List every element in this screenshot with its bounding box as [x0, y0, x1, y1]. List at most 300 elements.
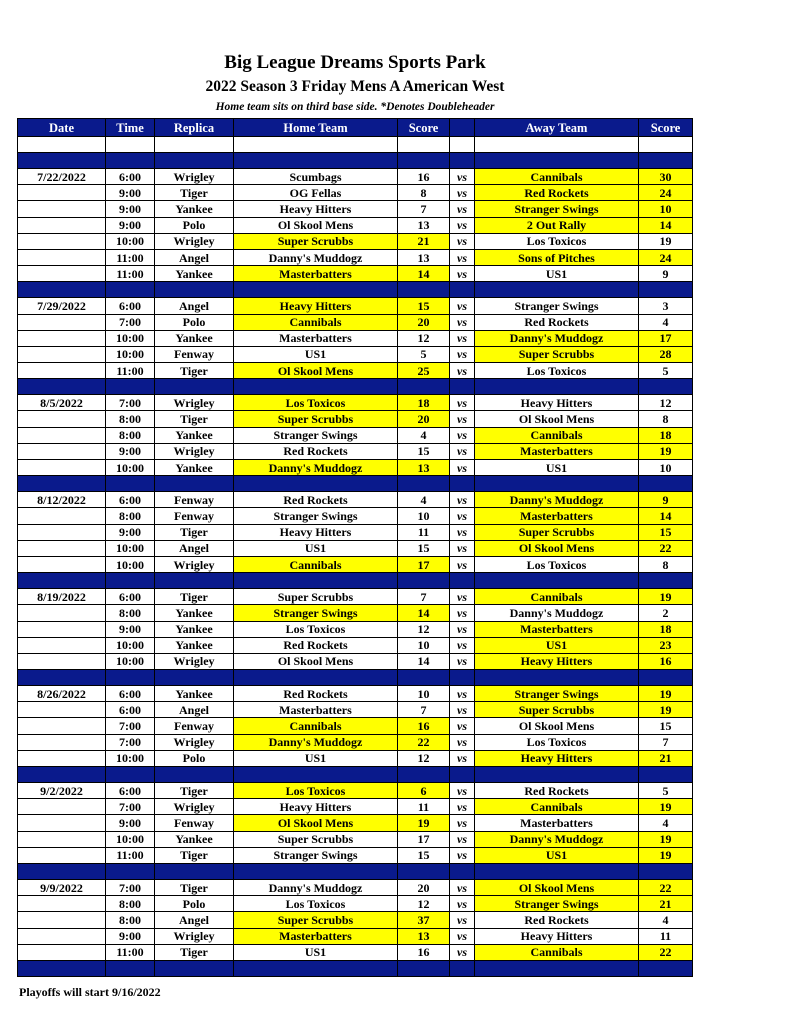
home-score-cell: 17: [398, 556, 450, 572]
time-cell: 7:00: [106, 314, 155, 330]
empty-cell: [475, 960, 639, 976]
vs-cell: vs: [450, 508, 475, 524]
empty-cell: [639, 379, 693, 395]
away-score-cell: 22: [639, 540, 693, 556]
empty-cell: [398, 282, 450, 298]
away-score-cell: 11: [639, 928, 693, 944]
home-score-cell: 13: [398, 249, 450, 265]
home-team-cell: Ol Skool Mens: [234, 217, 398, 233]
table-row: [18, 443, 693, 459]
date-cell: [18, 815, 106, 831]
date-cell: [18, 411, 106, 427]
table-row: [18, 831, 693, 847]
column-header-away-team: Away Team: [475, 119, 639, 137]
home-score-cell: 12: [398, 750, 450, 766]
home-score-cell: 16: [398, 169, 450, 185]
away-score-cell: 24: [639, 185, 693, 201]
date-cell: [18, 460, 106, 476]
replica-cell: Polo: [155, 314, 234, 330]
away-score-cell: 22: [639, 879, 693, 895]
away-team-cell: US1: [475, 460, 639, 476]
vs-cell: vs: [450, 330, 475, 346]
table-row: [18, 847, 693, 863]
table-row: [18, 912, 693, 928]
empty-cell: [234, 960, 398, 976]
vs-cell: vs: [450, 249, 475, 265]
empty-cell: [475, 379, 639, 395]
vs-cell: vs: [450, 831, 475, 847]
table-row: [18, 702, 693, 718]
blank-row: [18, 137, 693, 153]
away-team-cell: Ol Skool Mens: [475, 718, 639, 734]
vs-cell: vs: [450, 427, 475, 443]
empty-cell: [639, 670, 693, 686]
away-team-cell: Ol Skool Mens: [475, 879, 639, 895]
replica-cell: Wrigley: [155, 556, 234, 572]
away-team-cell: Cannibals: [475, 169, 639, 185]
date-cell: [18, 201, 106, 217]
home-score-cell: 4: [398, 427, 450, 443]
week-separator-row: [18, 863, 693, 879]
date-cell: [18, 896, 106, 912]
empty-cell: [475, 767, 639, 783]
vs-cell: vs: [450, 217, 475, 233]
away-team-cell: Red Rockets: [475, 314, 639, 330]
vs-cell: vs: [450, 395, 475, 411]
home-team-cell: Red Rockets: [234, 686, 398, 702]
away-team-cell: Super Scrubbs: [475, 524, 639, 540]
time-cell: 7:00: [106, 879, 155, 895]
table-row: [18, 783, 693, 799]
home-score-cell: 15: [398, 443, 450, 459]
date-cell: [18, 637, 106, 653]
table-row: [18, 686, 693, 702]
replica-cell: Yankee: [155, 605, 234, 621]
time-cell: 7:00: [106, 395, 155, 411]
replica-cell: Wrigley: [155, 799, 234, 815]
away-team-cell: US1: [475, 266, 639, 282]
away-score-cell: 10: [639, 201, 693, 217]
away-score-cell: 9: [639, 492, 693, 508]
table-row: [18, 411, 693, 427]
date-cell: [18, 621, 106, 637]
replica-cell: Tiger: [155, 944, 234, 960]
empty-cell: [475, 670, 639, 686]
date-cell: [18, 217, 106, 233]
replica-cell: Wrigley: [155, 928, 234, 944]
date-cell: [18, 314, 106, 330]
away-score-cell: 22: [639, 944, 693, 960]
replica-cell: Tiger: [155, 363, 234, 379]
vs-cell: vs: [450, 815, 475, 831]
empty-cell: [398, 960, 450, 976]
time-cell: 11:00: [106, 266, 155, 282]
home-score-cell: 19: [398, 815, 450, 831]
time-cell: 6:00: [106, 492, 155, 508]
week-separator-row: [18, 282, 693, 298]
time-cell: 10:00: [106, 653, 155, 669]
week-separator-row: [18, 573, 693, 589]
empty-cell: [234, 670, 398, 686]
table-row: [18, 750, 693, 766]
vs-cell: vs: [450, 492, 475, 508]
replica-cell: Yankee: [155, 427, 234, 443]
away-team-cell: Stranger Swings: [475, 896, 639, 912]
replica-cell: Wrigley: [155, 395, 234, 411]
replica-cell: Tiger: [155, 783, 234, 799]
home-team-cell: Danny's Muddogz: [234, 734, 398, 750]
vs-cell: vs: [450, 750, 475, 766]
empty-cell: [155, 960, 234, 976]
home-score-cell: 20: [398, 411, 450, 427]
empty-cell: [155, 767, 234, 783]
away-team-cell: Red Rockets: [475, 783, 639, 799]
empty-cell: [106, 153, 155, 169]
home-score-cell: 20: [398, 879, 450, 895]
empty-cell: [155, 282, 234, 298]
time-cell: 9:00: [106, 185, 155, 201]
empty-cell: [18, 960, 106, 976]
away-score-cell: 14: [639, 217, 693, 233]
date-cell: [18, 928, 106, 944]
home-score-cell: 37: [398, 912, 450, 928]
home-team-cell: US1: [234, 750, 398, 766]
empty-cell: [398, 137, 450, 153]
away-team-cell: Heavy Hitters: [475, 750, 639, 766]
time-cell: 10:00: [106, 831, 155, 847]
replica-cell: Yankee: [155, 201, 234, 217]
empty-cell: [398, 476, 450, 492]
home-team-cell: Stranger Swings: [234, 427, 398, 443]
date-cell: [18, 556, 106, 572]
empty-cell: [234, 379, 398, 395]
home-score-cell: 16: [398, 944, 450, 960]
away-team-cell: Danny's Muddogz: [475, 330, 639, 346]
away-score-cell: 15: [639, 718, 693, 734]
empty-cell: [234, 863, 398, 879]
empty-cell: [18, 670, 106, 686]
vs-cell: vs: [450, 201, 475, 217]
home-team-cell: Los Toxicos: [234, 783, 398, 799]
home-team-cell: Stranger Swings: [234, 605, 398, 621]
away-team-cell: Heavy Hitters: [475, 395, 639, 411]
schedule-note: Home team sits on third base side. *Denotes Doubleheader: [215, 101, 495, 113]
away-team-cell: Red Rockets: [475, 912, 639, 928]
empty-cell: [639, 282, 693, 298]
schedule-body: [18, 137, 693, 977]
home-score-cell: 13: [398, 928, 450, 944]
away-score-cell: 28: [639, 346, 693, 362]
home-team-cell: Los Toxicos: [234, 896, 398, 912]
table-row: [18, 201, 693, 217]
time-cell: 7:00: [106, 734, 155, 750]
replica-cell: Fenway: [155, 718, 234, 734]
time-cell: 6:00: [106, 783, 155, 799]
column-header-vs: [450, 119, 475, 137]
away-team-cell: 2 Out Rally: [475, 217, 639, 233]
away-score-cell: 30: [639, 169, 693, 185]
date-cell: [18, 427, 106, 443]
vs-cell: vs: [450, 928, 475, 944]
table-row: [18, 249, 693, 265]
home-team-cell: US1: [234, 540, 398, 556]
table-row: [18, 653, 693, 669]
away-score-cell: 18: [639, 621, 693, 637]
replica-cell: Tiger: [155, 411, 234, 427]
week-separator-row: [18, 476, 693, 492]
vs-cell: vs: [450, 637, 475, 653]
away-team-cell: Ol Skool Mens: [475, 540, 639, 556]
time-cell: 10:00: [106, 750, 155, 766]
home-score-cell: 22: [398, 734, 450, 750]
home-score-cell: 12: [398, 896, 450, 912]
vs-cell: vs: [450, 702, 475, 718]
vs-cell: vs: [450, 653, 475, 669]
time-cell: 8:00: [106, 896, 155, 912]
vs-cell: vs: [450, 879, 475, 895]
away-score-cell: 8: [639, 556, 693, 572]
home-team-cell: Heavy Hitters: [234, 298, 398, 314]
away-team-cell: Masterbatters: [475, 443, 639, 459]
home-score-cell: 7: [398, 589, 450, 605]
date-cell: [18, 249, 106, 265]
date-cell: [18, 702, 106, 718]
empty-cell: [450, 153, 475, 169]
playoffs-footer: Playoffs will start 9/16/2022: [19, 985, 161, 999]
home-team-cell: Masterbatters: [234, 266, 398, 282]
page-subtitle: 2022 Season 3 Friday Mens A American West: [205, 78, 505, 95]
time-cell: 6:00: [106, 589, 155, 605]
away-score-cell: 12: [639, 395, 693, 411]
away-score-cell: 19: [639, 443, 693, 459]
empty-cell: [450, 379, 475, 395]
vs-cell: vs: [450, 524, 475, 540]
away-team-cell: Stranger Swings: [475, 201, 639, 217]
away-score-cell: 19: [639, 847, 693, 863]
home-score-cell: 4: [398, 492, 450, 508]
away-score-cell: 16: [639, 653, 693, 669]
empty-cell: [18, 282, 106, 298]
home-team-cell: Super Scrubbs: [234, 589, 398, 605]
date-cell: [18, 330, 106, 346]
table-row: [18, 314, 693, 330]
replica-cell: Fenway: [155, 492, 234, 508]
empty-cell: [639, 137, 693, 153]
table-row: [18, 799, 693, 815]
away-score-cell: 4: [639, 815, 693, 831]
empty-cell: [450, 476, 475, 492]
home-team-cell: Masterbatters: [234, 702, 398, 718]
time-cell: 6:00: [106, 169, 155, 185]
home-team-cell: Danny's Muddogz: [234, 460, 398, 476]
empty-cell: [475, 476, 639, 492]
replica-cell: Tiger: [155, 185, 234, 201]
away-score-cell: 18: [639, 427, 693, 443]
table-row: [18, 427, 693, 443]
away-score-cell: 5: [639, 783, 693, 799]
home-team-cell: Ol Skool Mens: [234, 653, 398, 669]
time-cell: 6:00: [106, 298, 155, 314]
time-cell: 8:00: [106, 605, 155, 621]
home-score-cell: 12: [398, 621, 450, 637]
table-header-row: [18, 119, 693, 137]
empty-cell: [155, 379, 234, 395]
replica-cell: Wrigley: [155, 233, 234, 249]
column-header-time: Time: [106, 119, 155, 137]
away-score-cell: 19: [639, 702, 693, 718]
home-score-cell: 21: [398, 233, 450, 249]
replica-cell: Angel: [155, 540, 234, 556]
time-cell: 7:00: [106, 718, 155, 734]
away-team-cell: Sons of Pitches: [475, 249, 639, 265]
home-team-cell: US1: [234, 346, 398, 362]
empty-cell: [106, 863, 155, 879]
table-row: [18, 266, 693, 282]
date-cell: [18, 266, 106, 282]
empty-cell: [475, 863, 639, 879]
empty-cell: [450, 767, 475, 783]
away-score-cell: 4: [639, 314, 693, 330]
empty-cell: [234, 573, 398, 589]
empty-cell: [106, 767, 155, 783]
empty-cell: [450, 960, 475, 976]
date-cell: 8/5/2022: [18, 395, 106, 411]
away-team-cell: Cannibals: [475, 944, 639, 960]
time-cell: 9:00: [106, 524, 155, 540]
empty-cell: [398, 670, 450, 686]
away-team-cell: Danny's Muddogz: [475, 492, 639, 508]
date-cell: 8/12/2022: [18, 492, 106, 508]
replica-cell: Angel: [155, 298, 234, 314]
home-score-cell: 15: [398, 847, 450, 863]
away-team-cell: Los Toxicos: [475, 556, 639, 572]
empty-cell: [450, 137, 475, 153]
vs-cell: vs: [450, 346, 475, 362]
home-team-cell: Super Scrubbs: [234, 411, 398, 427]
empty-cell: [106, 670, 155, 686]
time-cell: 9:00: [106, 621, 155, 637]
date-cell: [18, 847, 106, 863]
home-score-cell: 18: [398, 395, 450, 411]
date-cell: [18, 718, 106, 734]
time-cell: 10:00: [106, 637, 155, 653]
replica-cell: Tiger: [155, 879, 234, 895]
away-team-cell: Los Toxicos: [475, 233, 639, 249]
vs-cell: vs: [450, 783, 475, 799]
week-separator-row: [18, 670, 693, 686]
vs-cell: vs: [450, 686, 475, 702]
table-row: [18, 169, 693, 185]
empty-cell: [18, 767, 106, 783]
home-score-cell: 7: [398, 702, 450, 718]
table-row: [18, 363, 693, 379]
vs-cell: vs: [450, 233, 475, 249]
date-cell: [18, 524, 106, 540]
table-row: [18, 605, 693, 621]
vs-cell: vs: [450, 896, 475, 912]
replica-cell: Fenway: [155, 508, 234, 524]
empty-cell: [475, 573, 639, 589]
date-cell: [18, 605, 106, 621]
home-score-cell: 5: [398, 346, 450, 362]
home-team-cell: Danny's Muddogz: [234, 249, 398, 265]
empty-cell: [106, 476, 155, 492]
away-team-cell: Red Rockets: [475, 185, 639, 201]
home-score-cell: 20: [398, 314, 450, 330]
home-score-cell: 11: [398, 799, 450, 815]
replica-cell: Yankee: [155, 266, 234, 282]
away-score-cell: 19: [639, 686, 693, 702]
empty-cell: [18, 863, 106, 879]
date-cell: [18, 443, 106, 459]
empty-cell: [106, 379, 155, 395]
time-cell: 10:00: [106, 330, 155, 346]
home-score-cell: 14: [398, 605, 450, 621]
empty-cell: [639, 573, 693, 589]
away-score-cell: 24: [639, 249, 693, 265]
home-score-cell: 16: [398, 718, 450, 734]
time-cell: 8:00: [106, 912, 155, 928]
home-team-cell: Stranger Swings: [234, 847, 398, 863]
empty-cell: [639, 863, 693, 879]
table-row: [18, 524, 693, 540]
table-row: [18, 217, 693, 233]
replica-cell: Polo: [155, 896, 234, 912]
away-team-cell: Masterbatters: [475, 621, 639, 637]
time-cell: 10:00: [106, 346, 155, 362]
away-team-cell: Heavy Hitters: [475, 928, 639, 944]
home-team-cell: Los Toxicos: [234, 621, 398, 637]
time-cell: 11:00: [106, 847, 155, 863]
home-team-cell: Los Toxicos: [234, 395, 398, 411]
vs-cell: vs: [450, 460, 475, 476]
home-team-cell: Heavy Hitters: [234, 201, 398, 217]
home-score-cell: 13: [398, 460, 450, 476]
away-score-cell: 2: [639, 605, 693, 621]
empty-cell: [234, 282, 398, 298]
table-row: [18, 944, 693, 960]
home-score-cell: 10: [398, 508, 450, 524]
empty-cell: [106, 960, 155, 976]
replica-cell: Yankee: [155, 831, 234, 847]
date-cell: [18, 233, 106, 249]
date-cell: [18, 912, 106, 928]
away-team-cell: Los Toxicos: [475, 363, 639, 379]
away-score-cell: 17: [639, 330, 693, 346]
away-team-cell: Stranger Swings: [475, 298, 639, 314]
empty-cell: [106, 282, 155, 298]
home-team-cell: Red Rockets: [234, 492, 398, 508]
home-team-cell: OG Fellas: [234, 185, 398, 201]
date-cell: [18, 363, 106, 379]
time-cell: 11:00: [106, 363, 155, 379]
away-team-cell: US1: [475, 637, 639, 653]
empty-cell: [234, 137, 398, 153]
empty-cell: [155, 476, 234, 492]
home-score-cell: 13: [398, 217, 450, 233]
away-score-cell: 10: [639, 460, 693, 476]
home-team-cell: Ol Skool Mens: [234, 815, 398, 831]
empty-cell: [18, 153, 106, 169]
date-cell: [18, 508, 106, 524]
date-cell: 8/26/2022: [18, 686, 106, 702]
column-header-date: Date: [18, 119, 106, 137]
away-team-cell: Ol Skool Mens: [475, 411, 639, 427]
away-team-cell: Los Toxicos: [475, 734, 639, 750]
replica-cell: Angel: [155, 912, 234, 928]
home-score-cell: 7: [398, 201, 450, 217]
empty-cell: [475, 282, 639, 298]
